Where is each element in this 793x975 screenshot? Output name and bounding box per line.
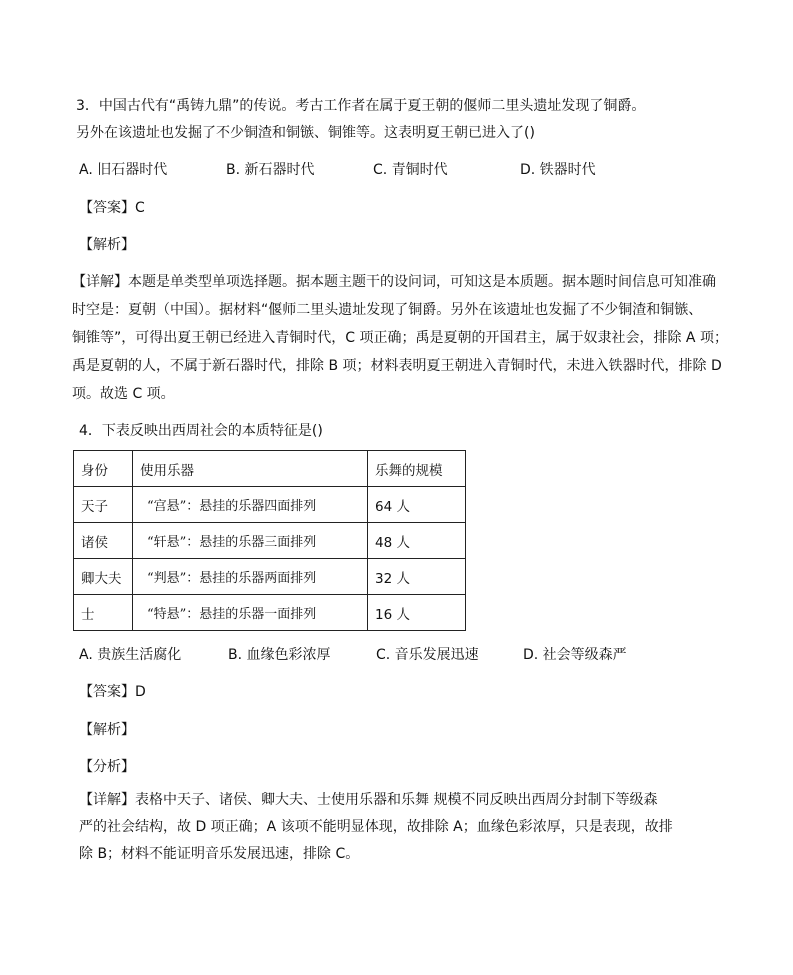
q3-stem-line1: 3．中国古代有“禹铸九鼎”的传说。考古工作者在属于夏王朝的偃师二里头遗址发现了铜爵。 bbox=[76, 98, 646, 114]
table-header-cell: 身份 bbox=[74, 451, 133, 487]
q4-stem: 4．下表反映出西周社会的本质特征是() bbox=[79, 423, 323, 439]
q3-option-d: D. 铁器时代 bbox=[520, 162, 596, 178]
table-header-cell: 使用乐器 bbox=[133, 451, 368, 487]
q4-detail-line1: 【详解】表格中天子、诸侯、卿大夫、士使用乐器和乐舞 规模不同反映出西周分封制下等级森 bbox=[79, 792, 658, 808]
q4-table bbox=[73, 450, 466, 631]
q3-analysis-label: 【解析】 bbox=[79, 237, 135, 253]
q3-answer: 【答案】C bbox=[79, 200, 145, 216]
q3-detail-line4: 禹是夏朝的人，不属于新石器时代，排除 B 项；材料表明夏王朝进入青铜时代，未进入铁器时代，排除 D bbox=[72, 358, 722, 374]
q4-option-a: A. 贵族生活腐化 bbox=[79, 647, 182, 663]
q3-option-c: C. 青铜时代 bbox=[373, 162, 448, 178]
q3-option-a: A. 旧石器时代 bbox=[79, 162, 168, 178]
table-row bbox=[74, 595, 466, 631]
q3-detail-line1: 【详解】本题是单类型单项选择题。据本题主题干的设问词，可知这是本质题。据本题时间信息可知准确 bbox=[72, 274, 716, 290]
q4-option-d: D. 社会等级森严 bbox=[523, 647, 627, 663]
table-cell: 诸侯 bbox=[74, 523, 133, 559]
q4-detail-line3: 除 B；材料不能证明音乐发展迅速，排除 C。 bbox=[79, 846, 360, 862]
table-row bbox=[74, 487, 466, 523]
q4-detail-line2: 严的社会结构，故 D 项正确；A 该项不能明显体现，故排除 A；血缘色彩浓厚，只是表现，故排 bbox=[79, 819, 673, 835]
q4-fenxi-label: 【分析】 bbox=[79, 759, 135, 775]
q3-detail-line5: 项。故选 C 项。 bbox=[72, 386, 175, 402]
q3-stem-line2: 另外在该遗址也发掘了不少铜渣和铜镞、铜锥等。这表明夏王朝已进入了() bbox=[76, 125, 535, 141]
table-cell: 48 人 bbox=[368, 523, 466, 559]
table-cell: “判悬”：悬挂的乐器两面排列 bbox=[133, 559, 368, 595]
table-cell: 天子 bbox=[74, 487, 133, 523]
q4-analysis-label: 【解析】 bbox=[79, 722, 135, 738]
table-row bbox=[74, 523, 466, 559]
table-header-row bbox=[74, 451, 466, 487]
q4-option-b: B. 血缘色彩浓厚 bbox=[228, 647, 331, 663]
table-header-cell: 乐舞的规模 bbox=[368, 451, 466, 487]
q4-option-c: C. 音乐发展迅速 bbox=[376, 647, 479, 663]
q3-detail-line2: 时空是：夏朝（中国）。据材料“偃师二里头遗址发现了铜爵。另外在该遗址也发掘了不少铜渣和铜镞、 bbox=[72, 302, 703, 318]
table-cell: 卿大夫 bbox=[74, 559, 133, 595]
table-cell: 16 人 bbox=[368, 595, 466, 631]
table-cell: “轩悬”：悬挂的乐器三面排列 bbox=[133, 523, 368, 559]
table-cell: 64 人 bbox=[368, 487, 466, 523]
table-row bbox=[74, 559, 466, 595]
table-cell: 32 人 bbox=[368, 559, 466, 595]
q4-answer: 【答案】D bbox=[79, 684, 146, 700]
q3-option-b: B. 新石器时代 bbox=[226, 162, 315, 178]
table-cell: “特悬”：悬挂的乐器一面排列 bbox=[133, 595, 368, 631]
q3-detail-line3: 铜锥等”，可得出夏王朝已经进入青铜时代，C 项正确；禹是夏朝的开国君主，属于奴隶社会，排除 A 项； bbox=[72, 330, 728, 346]
table-cell: “宫悬”：悬挂的乐器四面排列 bbox=[133, 487, 368, 523]
table-cell: 士 bbox=[74, 595, 133, 631]
